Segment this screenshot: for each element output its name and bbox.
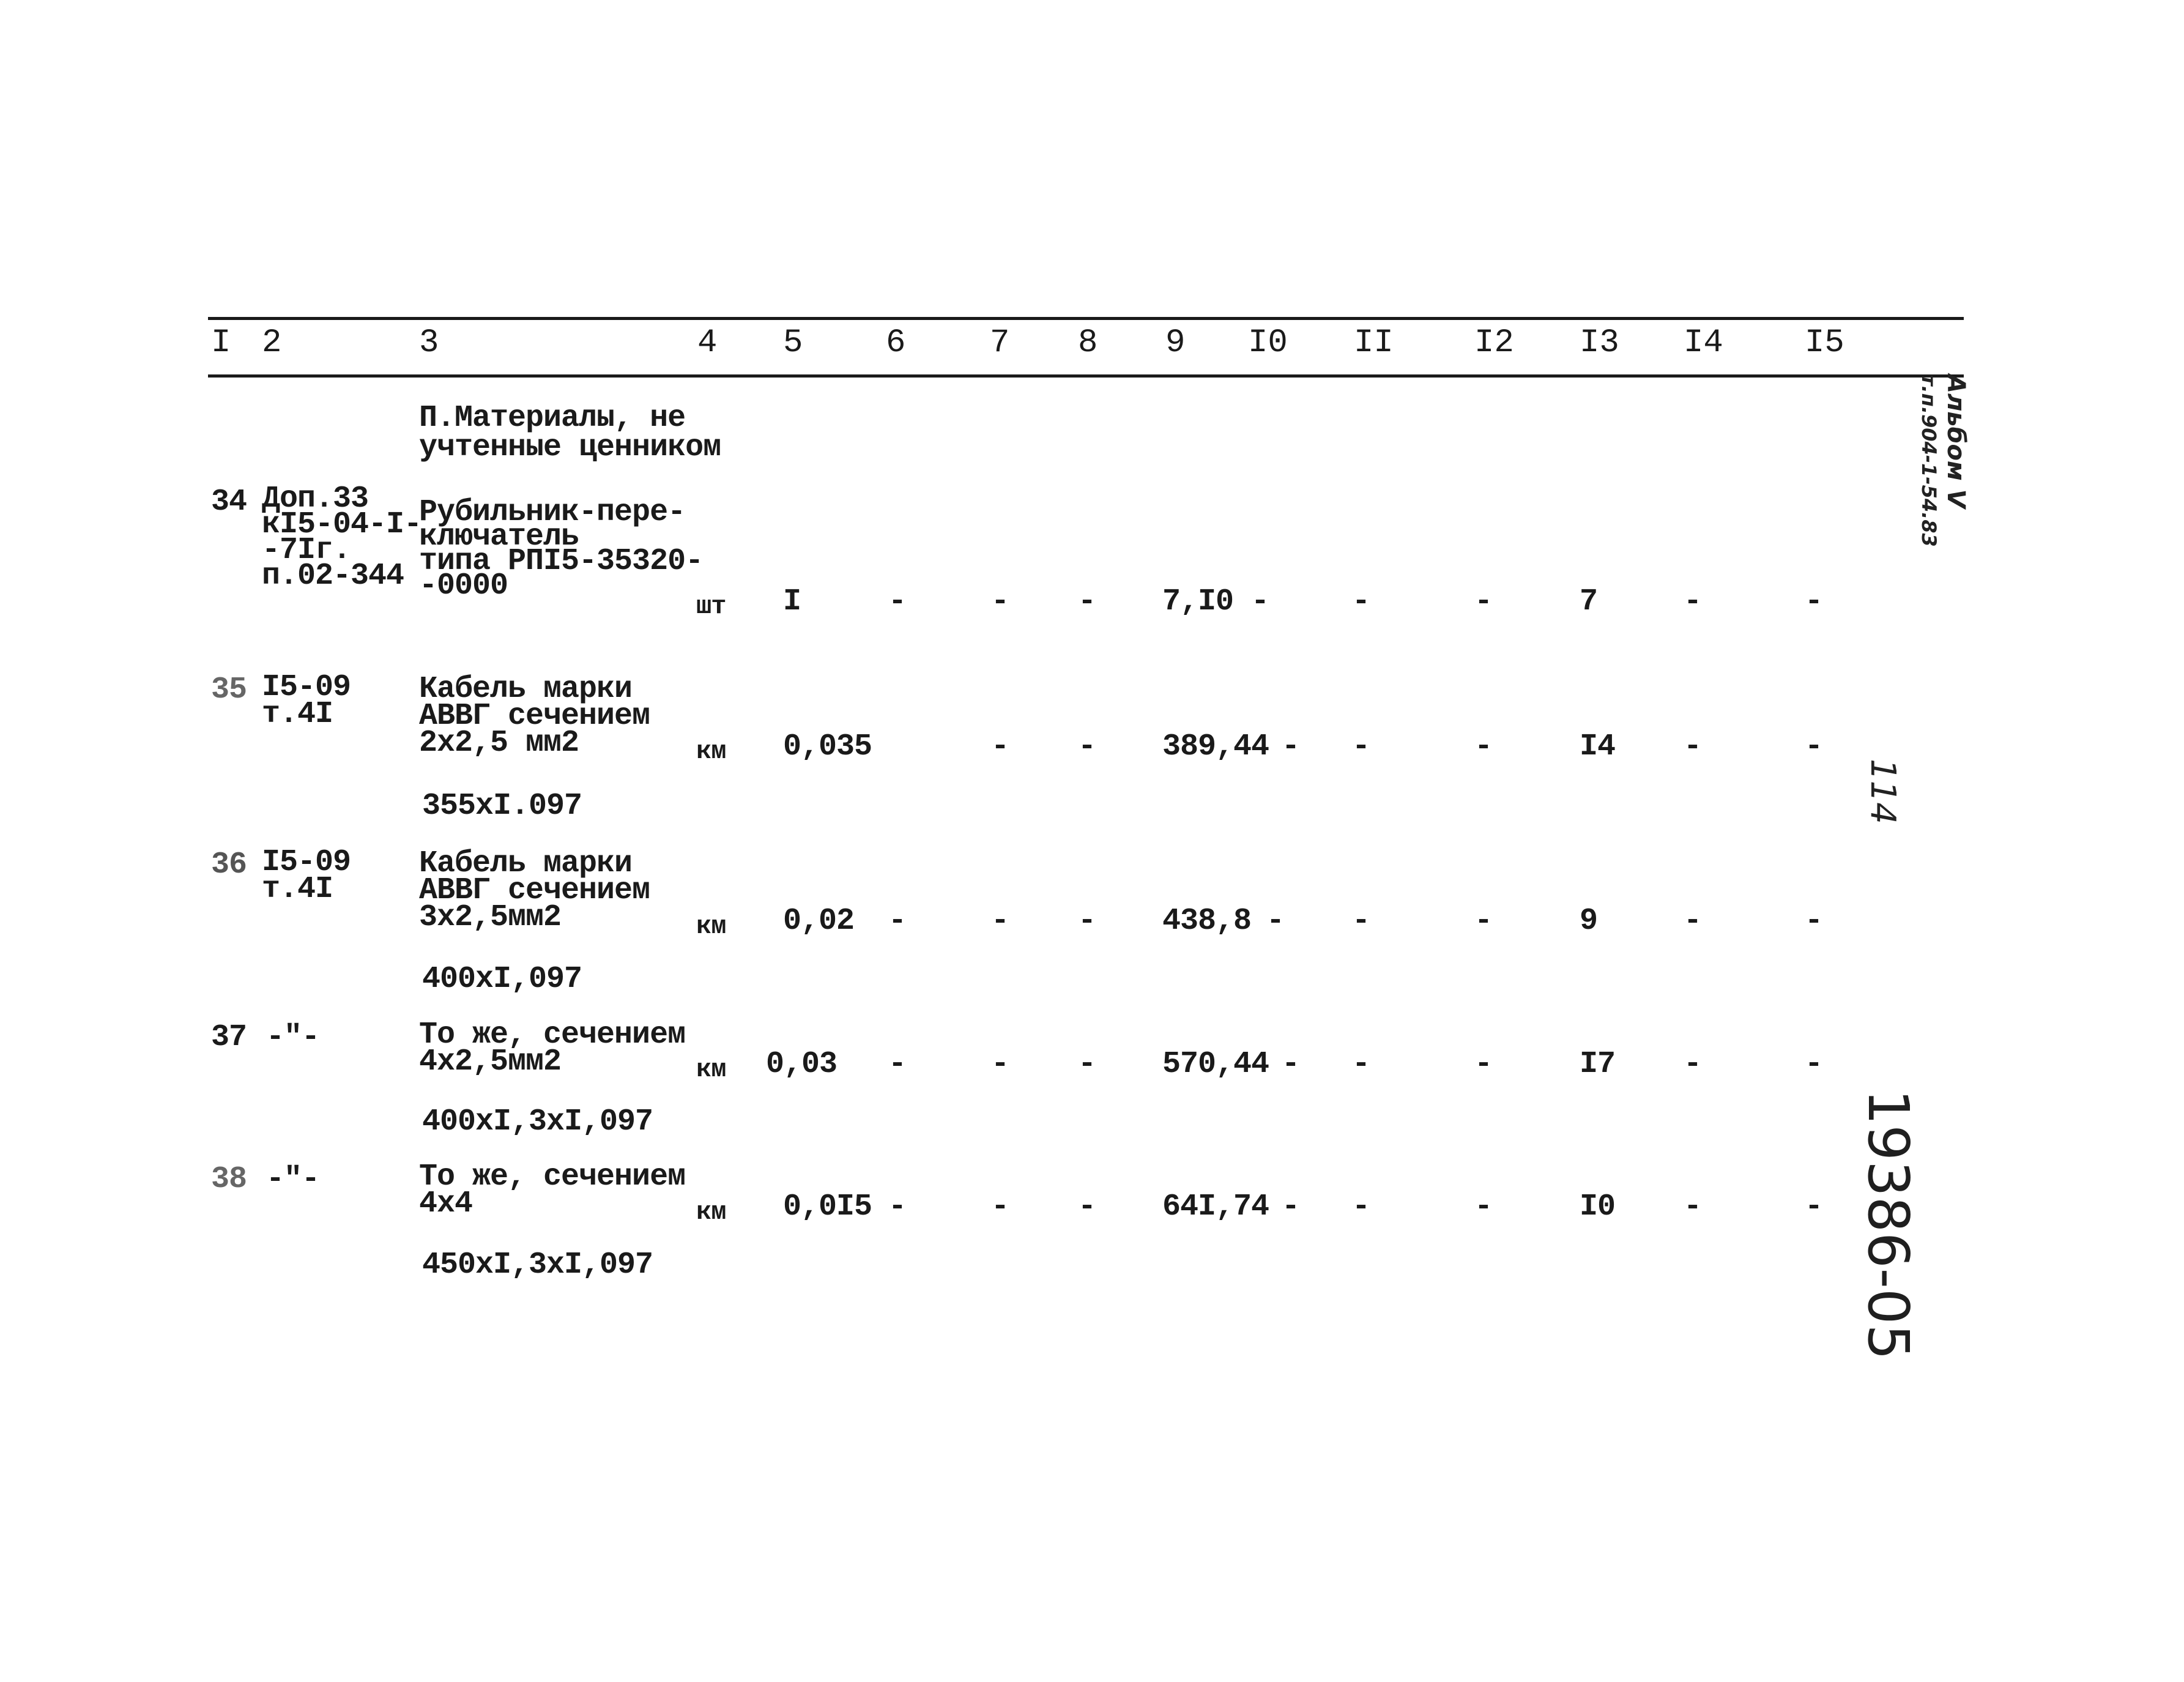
row-col10: - (1282, 729, 1300, 764)
row-col10: - (1282, 1189, 1300, 1224)
row-col12: - (1474, 729, 1493, 764)
row-col12: - (1474, 904, 1493, 939)
row-col6: - (888, 1047, 907, 1082)
row-col14: - (1684, 729, 1702, 764)
row-reference: I5-09 т.4I (262, 845, 351, 907)
row-col11: - (1352, 1189, 1370, 1224)
row-col6: - (888, 1189, 907, 1224)
col-header-5: 5 (783, 324, 803, 362)
row-quantity: 0,035 (783, 729, 872, 764)
col-header-8: 8 (1078, 324, 1098, 362)
row-col7: - (991, 584, 1009, 619)
row-col11: - (1352, 729, 1370, 764)
row-calculation: 450хI,3хI,097 (422, 1248, 653, 1282)
row-col15: - (1805, 584, 1823, 619)
row-col6: - (888, 584, 907, 619)
handwritten-document-number: 19386-05 (1855, 1089, 1921, 1360)
row-col7: - (991, 729, 1009, 764)
row-number: 34 (211, 485, 247, 519)
row-col14: - (1684, 1047, 1702, 1082)
row-reference: -"- (266, 1162, 320, 1197)
row-description: Кабель марки АВВГ сечением 3х2,5мм2 (419, 846, 650, 935)
row-description: Рубильник-пере- ключатель типа РПI5-35320- -0000 (419, 495, 704, 603)
row-quantity: 0,02 (783, 904, 855, 939)
row-unit: шт (696, 592, 726, 621)
row-col11: - (1352, 1047, 1370, 1082)
row-col12: - (1474, 1047, 1493, 1082)
row-number: 35 (211, 672, 247, 707)
row-col8: - (1078, 1047, 1096, 1082)
row-col7: - (991, 1047, 1009, 1082)
col-header-11: II (1354, 324, 1394, 362)
col-header-14: I4 (1684, 324, 1723, 362)
col-header-10: I0 (1248, 324, 1288, 362)
col-header-1: I (211, 324, 231, 362)
row-reference: -"- (266, 1020, 320, 1055)
row-number: 37 (211, 1020, 247, 1055)
row-col14: - (1684, 1189, 1702, 1224)
row-col13: I7 (1580, 1047, 1616, 1082)
row-col13: I0 (1580, 1189, 1616, 1224)
col-header-6: 6 (886, 324, 906, 362)
col-header-4: 4 (697, 324, 718, 362)
row-col8: - (1078, 904, 1096, 939)
row-col7: - (991, 1189, 1009, 1224)
row-col12: - (1474, 584, 1493, 619)
row-col15: - (1805, 904, 1823, 939)
row-col9: 438,8 (1162, 904, 1252, 939)
row-col10: - (1251, 584, 1269, 619)
row-col13: I4 (1580, 729, 1616, 764)
row-unit: км (696, 1197, 726, 1227)
top-rule (208, 317, 1964, 320)
row-col8: - (1078, 584, 1096, 619)
row-col11: - (1352, 584, 1370, 619)
row-quantity: 0,0I5 (783, 1189, 872, 1224)
col-header-12: I2 (1474, 324, 1514, 362)
row-col13: 9 (1580, 904, 1598, 939)
row-number: 36 (211, 847, 247, 882)
col-header-3: 3 (419, 324, 439, 362)
page-mark-note: 114 (1863, 759, 1903, 824)
row-col10: - (1282, 1047, 1300, 1082)
col-header-2: 2 (262, 324, 282, 362)
row-quantity: 0,03 (766, 1047, 838, 1082)
row-calculation: 400хI,3хI,097 (422, 1104, 653, 1139)
row-description: То же, сечением 4х4 (419, 1159, 686, 1221)
row-col14: - (1684, 904, 1702, 939)
row-unit: км (696, 737, 726, 766)
row-col12: - (1474, 1189, 1493, 1224)
row-col13: 7 (1580, 584, 1598, 619)
col-header-15: I5 (1805, 324, 1844, 362)
row-col7: - (991, 904, 1009, 939)
row-reference: I5-09 т.4I (262, 670, 351, 732)
row-quantity: I (783, 584, 801, 619)
row-col9: 389,44 (1162, 729, 1269, 764)
section-title: П.Материалы, не учтенные ценником (419, 401, 721, 465)
col-header-9: 9 (1165, 324, 1186, 362)
row-col15: - (1805, 729, 1823, 764)
row-col9: 64I,74 (1162, 1189, 1269, 1224)
row-unit: км (696, 1055, 726, 1084)
row-col15: - (1805, 1189, 1823, 1224)
album-note-line-2: т.п.904-1-54.83 (1917, 374, 1941, 547)
row-col9: 7,I0 (1162, 584, 1234, 619)
album-note-line-1: Альбом V (1942, 374, 1970, 508)
row-calculation: 355хI.097 (422, 789, 582, 824)
row-col11: - (1352, 904, 1370, 939)
row-col10: - (1266, 904, 1285, 939)
row-col15: - (1805, 1047, 1823, 1082)
col-header-13: I3 (1580, 324, 1619, 362)
header-bottom-rule (208, 374, 1964, 378)
row-reference: Доп.33 кI5-04-I- -7Iг. п.02-344 (262, 482, 422, 594)
row-calculation: 400хI,097 (422, 962, 582, 997)
row-col8: - (1078, 1189, 1096, 1224)
row-description: Кабель марки АВВГ сечением 2х2,5 мм2 (419, 672, 650, 761)
row-col9: 570,44 (1162, 1047, 1269, 1082)
album-reference-note (1893, 374, 1970, 547)
col-header-7: 7 (990, 324, 1010, 362)
row-col6: - (888, 904, 907, 939)
row-unit: км (696, 912, 726, 941)
row-number: 38 (211, 1162, 247, 1197)
row-description: То же, сечением 4х2,5мм2 (419, 1018, 686, 1079)
row-col14: - (1684, 584, 1702, 619)
row-col8: - (1078, 729, 1096, 764)
